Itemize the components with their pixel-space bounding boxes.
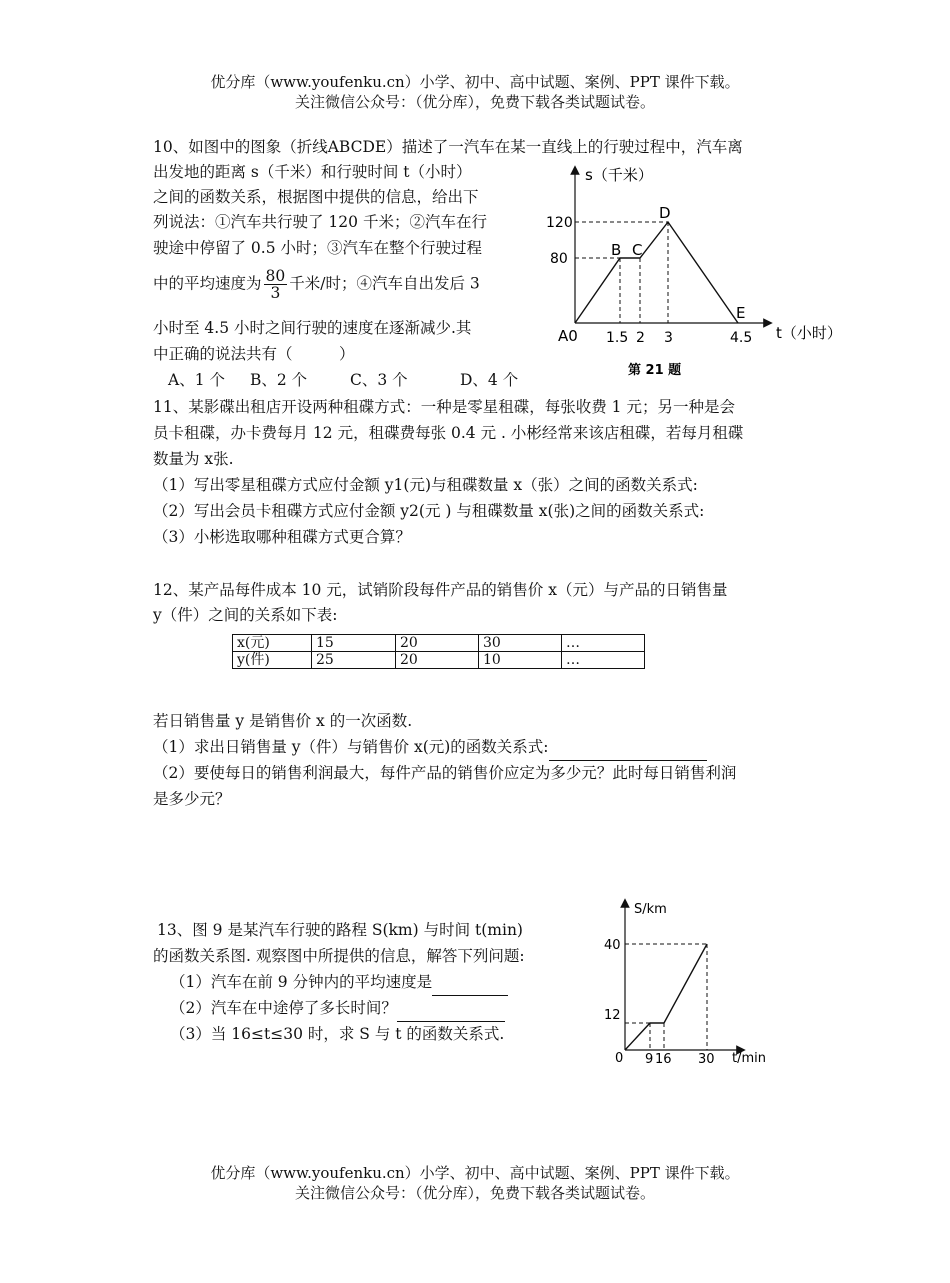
q12-line-3: 若日销售量 y 是销售价 x 的一次函数. xyxy=(153,712,413,730)
q10-line-1: 10、如图中的图象（折线ABCDE）描述了一汽车在某一直线上的行驶过程中，汽车离 xyxy=(153,138,743,156)
q12-sub-1: （1）求出日销售量 y（件）与销售价 x(元)的函数关系式: xyxy=(153,738,549,756)
fig21-y-tick-120: 120 xyxy=(546,215,573,231)
q13-sub-3: （3）当 16≤t≤30 时，求 S 与 t 的函数关系式. xyxy=(170,1025,505,1043)
fig9-x-tick-9: 9 xyxy=(645,1052,654,1067)
q10-option-b: B、2 个 xyxy=(250,371,308,389)
q10-line-7: 小时至 4.5 小时之间行驶的速度在逐渐减少.其 xyxy=(153,319,472,337)
header-line-2: 关注微信公众号：（优分库），免费下载各类试题试卷。 xyxy=(294,93,655,111)
table-cell: x(元) xyxy=(233,635,312,652)
footer-line-2: 关注微信公众号：（优分库），免费下载各类试题试卷。 xyxy=(294,1184,655,1202)
fig9-polyline xyxy=(625,944,707,1050)
fig9-y-label: S/km xyxy=(634,902,667,917)
q10-line-4: 列说法：①汽车共行驶了 120 千米；②汽车在行 xyxy=(153,213,487,231)
fig21-x-tick-3: 3 xyxy=(664,330,673,346)
q13-line-2: 的函数关系图. 观察图中所提供的信息，解答下列问题: xyxy=(153,947,525,965)
header-line-1: 优分库（www.youfenku.cn）小学、初中、高中试题、案例、PPT 课件下载。 xyxy=(210,73,740,91)
q12-sub-1-row xyxy=(153,735,707,761)
fig9-guide-lines xyxy=(625,944,707,1050)
fig21-y-tick-80: 80 xyxy=(550,251,568,267)
footer-line-1: 优分库（www.youfenku.cn）小学、初中、高中试题、案例、PPT 课件下载。 xyxy=(210,1164,740,1182)
fig21-x-tick-4.5: 4.5 xyxy=(730,330,753,346)
q10-line-2: 出发地的距离 s（千米）和行驶时间 t（小时） xyxy=(153,163,472,181)
q13-sub-1-row xyxy=(170,970,508,996)
fig9-y-tick-12: 12 xyxy=(604,1008,621,1023)
q10-line-5: 驶途中停留了 0.5 小时；③汽车在整个行驶过程 xyxy=(153,239,483,257)
q10-option-c: C、3 个 xyxy=(350,371,408,389)
q10-option-d: D、4 个 xyxy=(460,371,519,389)
q10-line-6b: 千米/时；④汽车自出发后 3 xyxy=(289,274,480,293)
fig9-y-tick-40: 40 xyxy=(604,938,621,953)
q12-line-1: 12、某产品每件成本 10 元，试销阶段每件产品的销售价 x（元）与产品的日销售量 xyxy=(153,581,728,599)
fig9-origin: 0 xyxy=(615,1051,624,1066)
fig21-polyline xyxy=(575,222,738,323)
fig21-x-tick-1.5: 1.5 xyxy=(606,330,629,346)
fig21-y-label: s（千米） xyxy=(585,166,653,184)
q10-line-8: 中正确的说法共有（ ） xyxy=(153,345,355,363)
table-cell: … xyxy=(562,652,645,669)
fig21-graph xyxy=(540,160,850,385)
fig21-guide-lines xyxy=(575,222,668,323)
q10-option-a: A、1 个 xyxy=(168,371,225,389)
q12-line-2: y（件）之间的关系如下表: xyxy=(153,606,338,624)
fig21-point-e: E xyxy=(736,304,746,322)
q12-sub-2a: （2）要使每日的销售利润最大，每件产品的销售价应定为多少元？此时每日销售利润 xyxy=(153,764,737,782)
q12-table xyxy=(232,634,645,669)
fig21-caption: 第 21 题 xyxy=(628,363,682,378)
table-row xyxy=(233,652,645,669)
q13-answer-blank-2[interactable] xyxy=(397,996,505,1022)
q10-line-6 xyxy=(153,268,480,301)
q11-sub-1: （1）写出零星租碟方式应付金额 y1(元)与租碟数量 x（张）之间的函数关系式: xyxy=(153,476,698,494)
table-cell: … xyxy=(562,635,645,652)
fig21-x-label: t（小时） xyxy=(776,324,842,342)
q11-sub-3: （3）小彬选取哪种租碟方式更合算？ xyxy=(153,528,411,546)
fig9-x-tick-30: 30 xyxy=(698,1052,715,1067)
q13-line-1: 13、图 9 是某汽车行驶的路程 S(km) 与时间 t(min) xyxy=(157,921,523,939)
fig21-x-tick-2: 2 xyxy=(636,330,645,346)
fig9-graph xyxy=(596,895,776,1073)
table-cell: 15 xyxy=(312,635,396,652)
q13-sub-1: （1）汽车在前 9 分钟内的平均速度是 xyxy=(170,973,433,991)
q11-line-1: 11、某影碟出租店开设两种租碟方式：一种是零星租碟，每张收费 1 元；另一种是会 xyxy=(153,398,735,416)
fig21-point-b: B xyxy=(611,241,622,259)
q11-line-2: 员卡租碟，办卡费每月 12 元，租碟费每张 0.4 元 . 小彬经常来该店租碟，若每月租碟 xyxy=(153,424,744,442)
frac-denominator: 3 xyxy=(270,284,281,302)
q12-sub-2b: 是多少元？ xyxy=(153,790,231,808)
frac-numerator: 80 xyxy=(265,267,286,285)
table-cell: 25 xyxy=(312,652,396,669)
fig9-x-label: t/min xyxy=(732,1051,766,1066)
q10-line-3: 之间的函数关系，根据图中提供的信息，给出下 xyxy=(153,188,479,206)
q12-answer-blank-1[interactable] xyxy=(549,735,707,761)
table-row xyxy=(233,635,645,652)
table-cell: 10 xyxy=(479,652,562,669)
q11-line-3: 数量为 x张. xyxy=(153,450,234,468)
fig21-point-d: D xyxy=(659,204,671,222)
q10-line-6a: 中的平均速度为 xyxy=(153,274,262,293)
table-cell: 20 xyxy=(396,652,479,669)
q11-sub-2: （2）写出会员卡租碟方式应付金额 y2(元 ) 与租碟数量 x(张)之间的函数关系式: xyxy=(153,502,705,520)
table-cell: y(件) xyxy=(233,652,312,669)
fig9-x-tick-16: 16 xyxy=(655,1052,672,1067)
q13-sub-2: （2）汽车在中途停了多长时间？ xyxy=(170,999,397,1017)
q13-sub-2-row xyxy=(170,996,505,1022)
fraction-80-3 xyxy=(264,268,288,301)
fig21-point-c: C xyxy=(632,241,643,259)
fig21-origin: A0 xyxy=(558,327,578,345)
table-cell: 30 xyxy=(479,635,562,652)
q13-answer-blank-1[interactable] xyxy=(432,970,508,996)
table-cell: 20 xyxy=(396,635,479,652)
